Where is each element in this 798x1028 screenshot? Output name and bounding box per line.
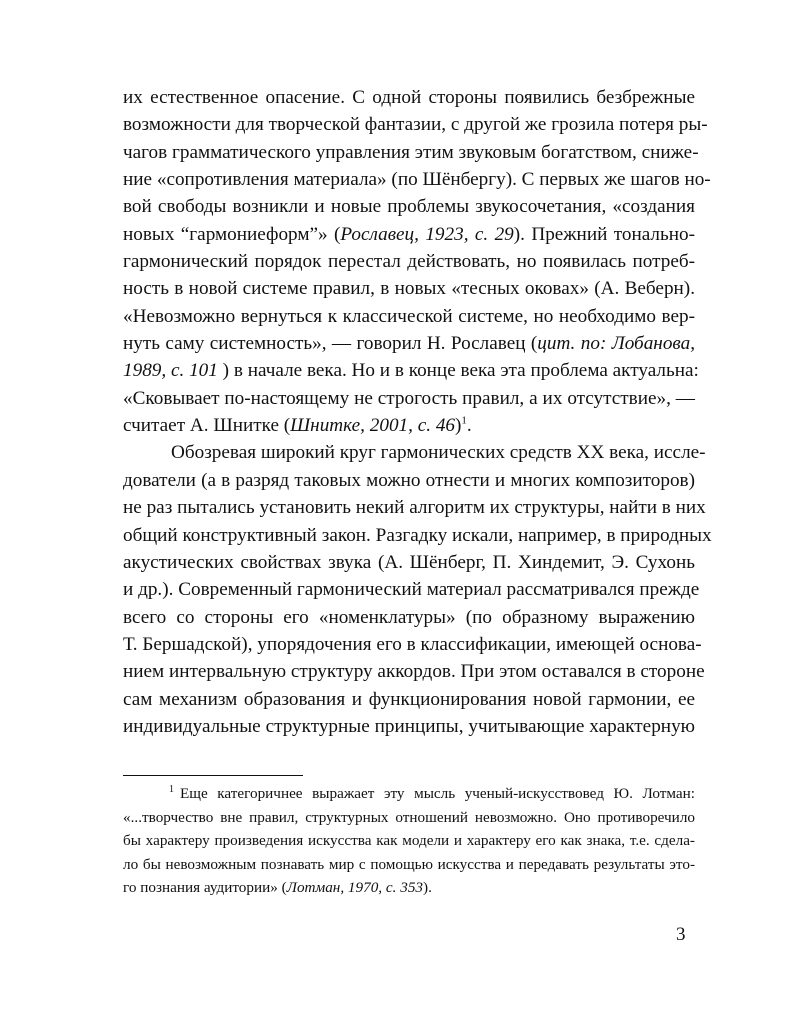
footnote-line [123,876,695,900]
text-run: ). Прежний тонально- [513,223,695,245]
body-text [123,84,712,740]
text-line: «Невозможно вернуться к классической системе, но необходимо вер- [123,305,695,327]
text-line [123,357,699,384]
text-run: Еще категоричнее выражает эту мысль ученый-искусствовед Ю. Лотман: [180,785,695,802]
text-line [123,330,695,357]
text-line: акустических свойствах звука (А. Шёнберг, П. Хиндемит, Э. Сухонь [123,551,695,573]
text-run: ) в начале века. Но и в конце века эта проблема актуальна: [222,360,699,382]
text-line [123,221,695,248]
text-line: их естественное опасение. С одной стороны появились безбрежные [123,87,695,108]
text-run: считает А. Шнитке ( [123,415,291,437]
text-line: и др.). Современный гармонический материал рассматривался прежде [123,579,700,601]
citation: Рославец, 1923, с. 29 [340,223,514,245]
text-line: вой свободы возникли и новые проблемы звукосочетания, «создания [123,196,695,218]
text-run: нуть саму системность», — говорил Н. Рославец ( [123,333,538,355]
text-line [123,412,695,439]
footnote [123,782,695,900]
text-run: новых “гармониеформ”» ( [123,223,341,245]
text-run: ) [455,415,462,437]
citation: 1989, с. 101 [123,360,223,382]
footnote-line: ло бы невозможным познавать мир с помощью искусства и передавать результаты это- [123,855,695,873]
text-run: . [466,415,472,437]
text-line: «Сковывает по-настоящему не строгость правил, а их отсутствие», — [123,387,695,409]
text-run: ). [423,879,432,897]
text-line: не раз пытались установить некий алгоритм их структуры, найти в них [123,497,706,519]
citation: Шнитке, 2001, с. 46 [290,415,456,437]
paragraph-1 [123,84,711,439]
text-line: Т. Бершадской), упорядочения его в классификации, имеющей основа- [123,633,702,655]
text-line: ние «сопротивления материала» (по Шёнбергу). С первых же шагов но- [123,169,711,191]
footnote-line: бы характеру произведения искусства как модели и характеру его как знака, т.е. сдела- [123,832,695,850]
page-number: 3 [676,924,686,945]
footnote-line: «...творчество вне правил, структурных отношений невозможно. Оно противоречило [123,808,695,826]
text-line: Обозревая широкий круг гармонических средств ХХ века, иссле- [171,442,706,464]
text-line: чагов грамматического управления этим звуковым богатством, сниже- [123,141,699,163]
footnote-reference[interactable]: 1 [461,414,467,427]
text-line: дователи (а в разряд таковых можно отнести и многих композиторов) [123,469,695,491]
text-line: общий конструктивный закон. Разгадку искали, например, в природных [123,524,712,546]
text-line: всего со стороны его «номенклатуры» (по образному выражению [123,606,695,628]
text-run: го познания аудитории» ( [123,879,287,897]
citation: цит. по: Лобанова, [537,333,696,355]
paragraph-2 [123,439,712,740]
citation: Лотман, 1970, с. 353 [286,879,424,897]
footnote-separator [123,775,303,776]
text-line: индивидуальные структурные принципы, учитывающие характерную [123,715,695,737]
text-line: возможности для творческой фантазии, с другой же грозила потеря ры- [123,114,708,136]
text-line: ность в новой системе правил, в новых «тесных оковах» (А. Веберн). [123,278,695,300]
footnote-line [123,782,695,806]
text-line: сам механизм образования и функционирования новой гармонии, ее [123,688,695,710]
text-line: гармонический порядок перестал действовать, но появилась потреб- [123,251,695,273]
text-line: нием интервальную структуру аккордов. При этом оставался в стороне [123,661,705,683]
footnote-mark: 1 [169,783,174,795]
